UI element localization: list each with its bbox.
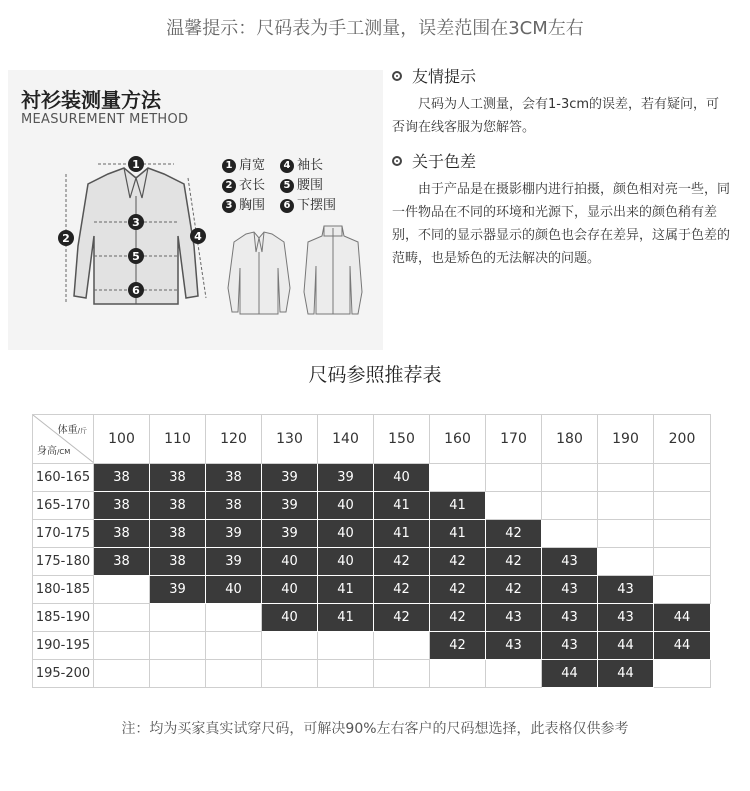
empty-cell [262,660,318,688]
size-value-cell: 42 [374,604,430,632]
weight-header-cell: 200 [654,415,711,464]
table-row [33,632,711,660]
size-value-cell: 44 [598,632,654,660]
marker-6-label: 6 [132,284,140,297]
empty-cell [486,464,542,492]
legend-num-6: 6 [280,199,294,213]
size-value-cell: 44 [542,660,598,688]
legend-item-chest [222,196,280,216]
tip-color-heading: 关于色差 [412,152,477,171]
size-value-cell: 41 [374,492,430,520]
size-value-cell: 38 [150,492,206,520]
size-value-cell: 43 [486,604,542,632]
table-corner-cell [33,415,94,464]
tip-friendly-body: 尺码为人工测量，会有1-3cm的误差，若有疑问，可否询在线客服为您解答。 [392,97,720,135]
size-value-cell: 44 [654,604,711,632]
height-range-cell: 195-200 [33,660,94,688]
legend-label-hem: 下摆围 [297,198,337,213]
tips-section [392,64,732,270]
legend-label-waist: 腰围 [297,178,324,193]
size-value-cell: 42 [430,632,486,660]
empty-cell [94,576,150,604]
empty-cell [598,548,654,576]
height-axis-label: 身高/CM [37,446,71,457]
size-value-cell: 42 [374,576,430,604]
empty-cell [374,632,430,660]
size-value-cell: 41 [318,576,374,604]
size-value-cell: 41 [318,604,374,632]
size-value-cell: 43 [598,576,654,604]
measurement-panel [8,70,383,350]
table-row [33,604,711,632]
measurement-legend [222,156,338,216]
size-table [32,414,711,688]
size-value-cell: 40 [206,576,262,604]
size-value-cell: 40 [262,576,318,604]
size-value-cell: 38 [94,492,150,520]
size-value-cell: 38 [94,548,150,576]
legend-label-chest: 胸围 [239,198,266,213]
size-value-cell: 38 [150,464,206,492]
marker-4-label: 4 [194,230,202,243]
blazer-sketch-icon [224,228,294,318]
size-value-cell: 43 [598,604,654,632]
measurement-title: 衬衫装测量方法 [21,88,161,112]
size-value-cell: 40 [262,604,318,632]
measurement-subtitle: MEASUREMENT METHOD [21,112,189,127]
empty-cell [206,660,262,688]
tip-friendly-heading: 友情提示 [412,67,477,86]
size-value-cell: 40 [374,464,430,492]
weight-header-cell: 100 [94,415,150,464]
legend-item-waist [280,176,338,196]
size-value-cell: 41 [430,492,486,520]
size-value-cell: 44 [654,632,711,660]
legend-item-length [222,176,280,196]
size-value-cell: 42 [486,548,542,576]
tip-color [392,149,732,270]
legend-num-4: 4 [280,159,294,173]
size-table-title: 尺码参照推荐表 [308,364,442,386]
height-range-cell: 180-185 [33,576,94,604]
empty-cell [430,660,486,688]
size-value-cell: 43 [542,604,598,632]
size-value-cell: 38 [94,520,150,548]
empty-cell [654,464,711,492]
table-row [33,520,711,548]
size-value-cell: 39 [262,492,318,520]
size-value-cell: 38 [150,548,206,576]
size-value-cell: 39 [318,464,374,492]
height-range-cell: 165-170 [33,492,94,520]
empty-cell [94,660,150,688]
weight-header-cell: 180 [542,415,598,464]
size-value-cell: 44 [598,660,654,688]
empty-cell [150,660,206,688]
size-value-cell: 42 [486,576,542,604]
weight-header-cell: 190 [598,415,654,464]
empty-cell [654,660,711,688]
jacket-measurement-figure [46,156,226,306]
legend-num-3: 3 [222,199,236,213]
size-table-header-row [33,415,711,464]
size-value-cell: 42 [486,520,542,548]
empty-cell [318,660,374,688]
empty-cell [654,520,711,548]
empty-cell [598,520,654,548]
top-note: 温馨提示：尺码表为手工测量，误差范围在3CM左右 [166,18,584,39]
legend-num-1: 1 [222,159,236,173]
bullet-ring-icon [392,156,402,166]
empty-cell [542,492,598,520]
size-value-cell: 41 [374,520,430,548]
empty-cell [150,604,206,632]
table-row [33,548,711,576]
table-row [33,492,711,520]
bullet-ring-icon [392,71,402,81]
foot-note: 注：均为买家真实试穿尺码，可解决90%左右客户的尺码想选择，此表格仅供参考 [121,721,629,737]
weight-header-cell: 150 [374,415,430,464]
weight-header-cell: 130 [262,415,318,464]
legend-num-2: 2 [222,179,236,193]
marker-2-label: 2 [62,232,70,245]
table-row [33,576,711,604]
size-value-cell: 38 [206,492,262,520]
size-value-cell: 41 [430,520,486,548]
marker-5-label: 5 [132,250,140,263]
size-value-cell: 40 [262,548,318,576]
size-value-cell: 39 [262,520,318,548]
size-value-cell: 39 [262,464,318,492]
size-value-cell: 42 [374,548,430,576]
size-value-cell: 43 [542,632,598,660]
height-range-cell: 190-195 [33,632,94,660]
empty-cell [206,632,262,660]
weight-header-cell: 170 [486,415,542,464]
legend-item-hem [280,196,338,216]
empty-cell [654,576,711,604]
empty-cell [598,464,654,492]
zip-jacket-sketch-icon [300,222,366,318]
empty-cell [374,660,430,688]
marker-3-label: 3 [132,216,140,229]
empty-cell [486,660,542,688]
height-range-cell: 160-165 [33,464,94,492]
empty-cell [94,632,150,660]
size-value-cell: 40 [318,548,374,576]
size-value-cell: 40 [318,492,374,520]
legend-item-shoulder [222,156,280,176]
weight-header-cell: 120 [206,415,262,464]
size-value-cell: 38 [94,464,150,492]
legend-item-sleeve [280,156,338,176]
empty-cell [654,548,711,576]
size-value-cell: 39 [206,520,262,548]
table-row [33,660,711,688]
marker-1-label: 1 [132,158,140,171]
weight-axis-label: 体重/斤 [57,425,87,436]
size-value-cell: 42 [430,576,486,604]
height-range-cell: 170-175 [33,520,94,548]
table-row [33,464,711,492]
size-value-cell: 38 [150,520,206,548]
legend-num-5: 5 [280,179,294,193]
height-range-cell: 175-180 [33,548,94,576]
empty-cell [318,632,374,660]
size-value-cell: 42 [430,548,486,576]
size-value-cell: 40 [318,520,374,548]
empty-cell [94,604,150,632]
empty-cell [654,492,711,520]
empty-cell [206,604,262,632]
legend-label-length: 衣长 [239,178,266,193]
legend-label-sleeve: 袖长 [297,158,324,173]
empty-cell [150,632,206,660]
size-value-cell: 38 [206,464,262,492]
weight-header-cell: 110 [150,415,206,464]
tip-color-body: 由于产品是在摄影棚内进行拍摄，颜色相对亮一些，同一件物品在不同的环境和光源下，显示出来的颜色稍有差别，不同的显示器显示的颜色也会存在差异，这属于色差的范畴，也是矫色的无法解决的问题。 [392,182,731,266]
empty-cell [598,492,654,520]
empty-cell [430,464,486,492]
weight-header-cell: 160 [430,415,486,464]
empty-cell [542,464,598,492]
height-range-cell: 185-190 [33,604,94,632]
tip-friendly [392,64,732,139]
empty-cell [542,520,598,548]
size-value-cell: 39 [206,548,262,576]
size-value-cell: 43 [542,548,598,576]
size-value-cell: 39 [150,576,206,604]
size-value-cell: 42 [430,604,486,632]
size-value-cell: 43 [542,576,598,604]
size-value-cell: 43 [486,632,542,660]
weight-header-cell: 140 [318,415,374,464]
empty-cell [486,492,542,520]
legend-label-shoulder: 肩宽 [239,158,266,173]
empty-cell [262,632,318,660]
